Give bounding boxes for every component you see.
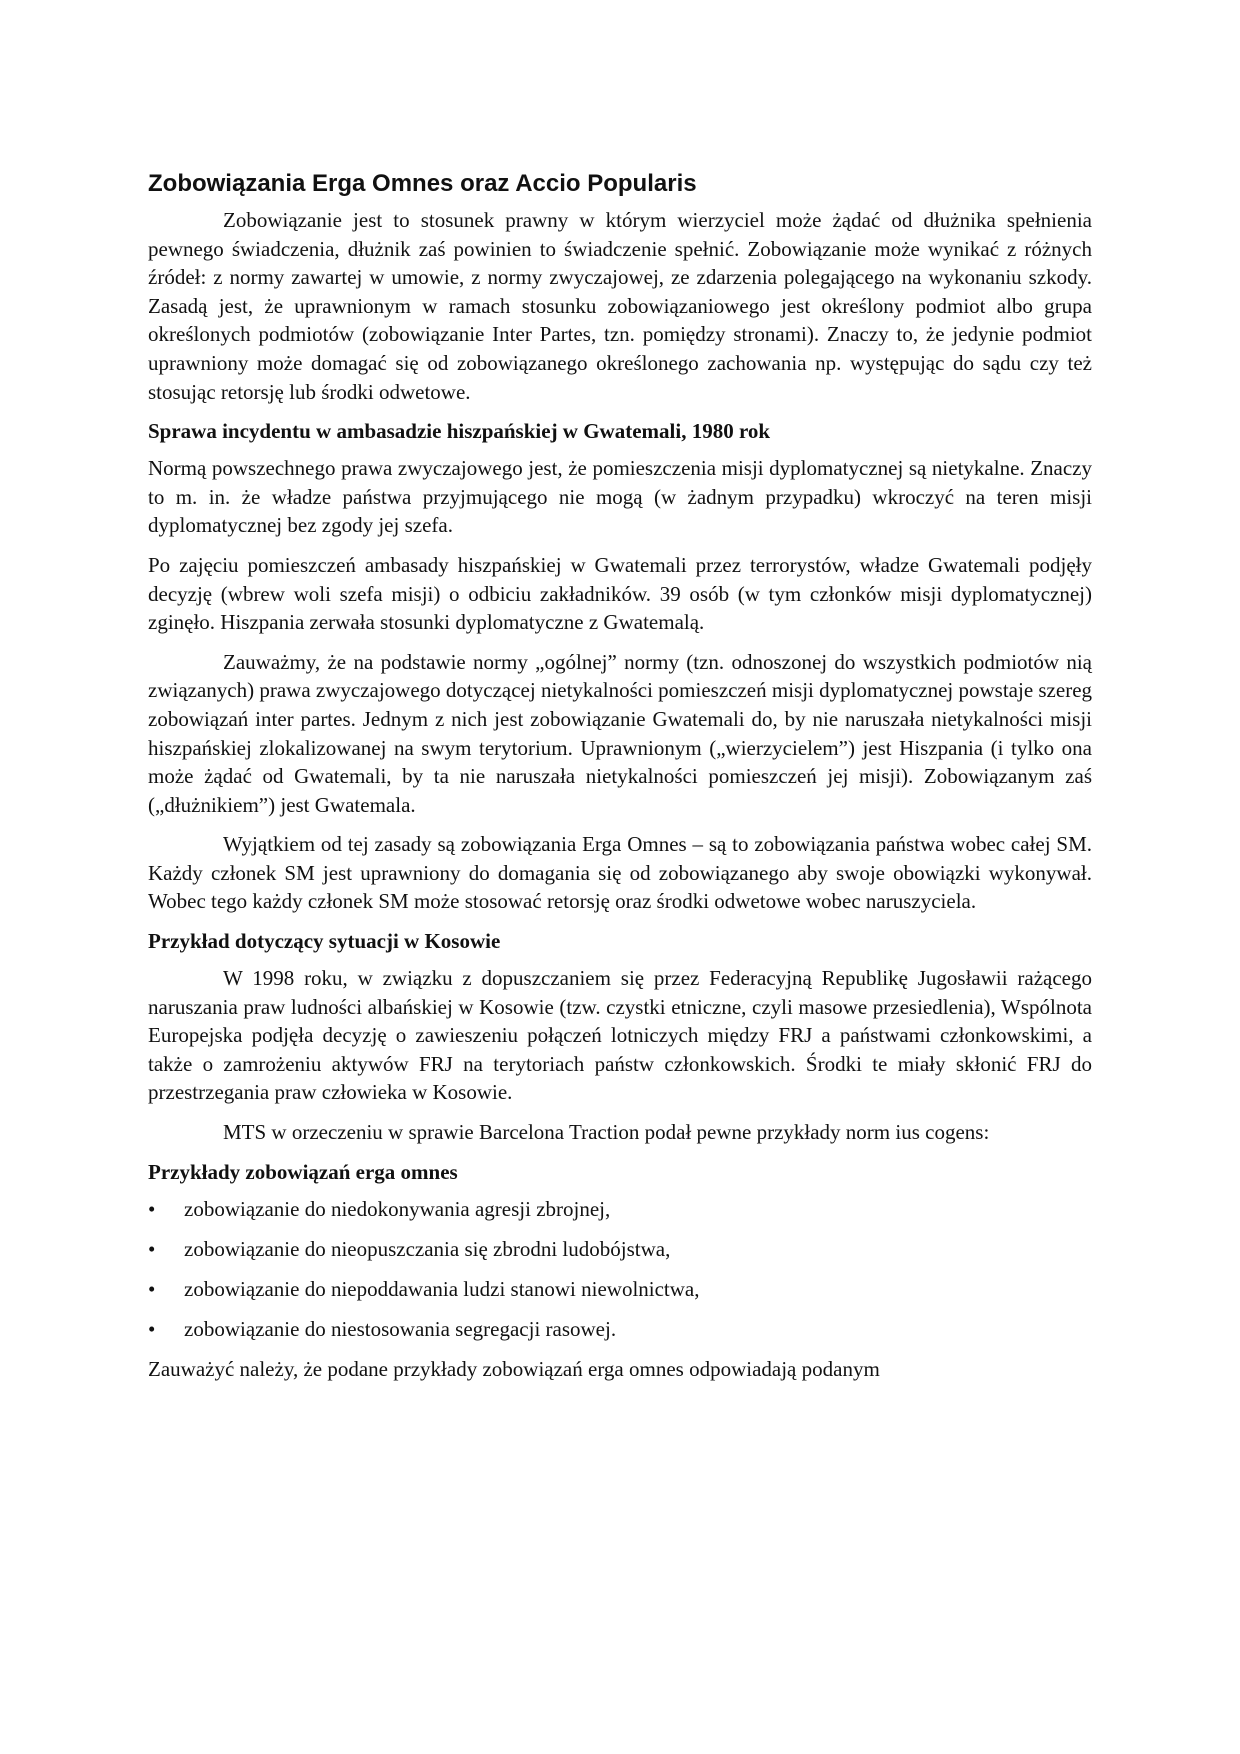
paragraph-erga-omnes: Wyjątkiem od tej zasady są zobowiązania Erga Omnes – są to zobowiązania państwa wobec całej SM. Każdy członek SM jest uprawniony do domagania się od zobowiązanego aby swoje obowiązki wykonywał. Wobec tego każdy członek SM może stosować retorsję oraz środki odwetowe wobec naruszyciela. <box>148 832 1092 914</box>
list-item-text: zobowiązanie do nieopuszczania się zbrodni ludobójstwa, <box>184 1236 671 1261</box>
heading-kosovo-example: Przykład dotyczący sytuacji w Kosowie <box>148 929 501 954</box>
list-item-text: zobowiązanie do niedokonywania agresji zbrojnej, <box>184 1196 611 1221</box>
bullet-icon: • <box>148 1196 156 1221</box>
list-item <box>148 1235 1092 1263</box>
paragraph-barcelona-traction: MTS w orzeczeniu w sprawie Barcelona Traction podał pewne przykłady norm ius cogens: <box>223 1120 990 1145</box>
list-item <box>148 1195 1092 1223</box>
document-page <box>148 168 1092 1383</box>
bullet-icon: • <box>148 1276 156 1301</box>
heading-erga-omnes-examples: Przykłady zobowiązań erga omnes <box>148 1159 458 1184</box>
paragraph-inter-partes: Zauważmy, że na podstawie normy „ogólnej” normy (tzn. odnoszonej do wszystkich podmiotów nią związanych) prawa zwyczajowego dotyczącej nietykalności pomieszczeń misji dyplomatycznej powstaje szereg zobowiązań inter partes. Jednym z nich jest zobowiązanie Gwatemali do, by nie naruszała nietykalności misji hiszpańskiej zlokalizowanej na swym terytorium. Uprawnionym („wierzycielem”) jest Hiszpania (i tylko ona może żądać od Gwatemali, by ta nie naruszała nietykalności pomieszczeń jej misji). Zobowiązanym zaś („dłużnikiem”) jest Gwatemala. <box>148 649 1093 817</box>
list-item-text: zobowiązanie do niepoddawania ludzi stanowi niewolnictwa, <box>184 1276 700 1301</box>
paragraph-closing: Zauważyć należy, że podane przykłady zobowiązań erga omnes odpowiadają podanym <box>148 1356 880 1381</box>
heading-guatemala-case: Sprawa incydentu w ambasadzie hiszpańskiej w Gwatemali, 1980 rok <box>148 419 771 444</box>
document-title: Zobowiązania Erga Omnes oraz Accio Popularis <box>148 170 697 197</box>
erga-omnes-list <box>148 1195 1092 1343</box>
paragraph-norm: Normą powszechnego prawa zwyczajowego jest, że pomieszczenia misji dyplomatycznej są nietykalne. Znaczy to m. in. że władze państwa przyjmującego nie mogą (w żadnym przypadku) wkroczyć na teren misji dyplomatycznej bez zgody jej szefa. <box>148 456 1092 538</box>
paragraph-embassy-events: Po zajęciu pomieszczeń ambasady hiszpańskiej w Gwatemali przez terrorystów, władze Gwatemali podjęły decyzję (wbrew woli szefa misji) o odbiciu zakładników. 39 osób (w tym członków misji dyplomatycznej) zginęło. Hiszpania zerwała stosunki dyplomatyczne z Gwatemalą. <box>148 552 1092 635</box>
bullet-icon: • <box>148 1236 156 1261</box>
paragraph-intro: Zobowiązanie jest to stosunek prawny w którym wierzyciel może żądać od dłużnika spełnienia pewnego świadczenia, dłużnik zaś powinien to świadczenie spełnić. Zobowiązanie może wynikać z różnych źródeł: z normy zawartej w umowie, z normy zwyczajowej, ze zdarzenia polegającego na wykonaniu szkody. Zasadą jest, że uprawnionym w ramach stosunku zobowiązaniowego jest określony podmiot albo grupa określonych podmiotów (zobowiązanie Inter Partes, tzn. pomiędzy stronami). Znaczy to, że jedynie podmiot uprawniony może domagać się od zobowiązanego określonego zachowania np. występując do sądu czy też stosując retorsję lub środki odwetowe. <box>148 208 1092 404</box>
list-item <box>148 1315 1092 1343</box>
list-item-text: zobowiązanie do niestosowania segregacji rasowej. <box>184 1316 617 1341</box>
list-item <box>148 1275 1092 1303</box>
paragraph-kosovo: W 1998 roku, w związku z dopuszczaniem się przez Federacyjną Republikę Jugosławii rażącego naruszania praw ludności albańskiej w Kosowie (tzw. czystki etniczne, czyli masowe przesiedlenia), Wspólnota Europejska podjęła decyzję o zawieszeniu połączeń lotniczych między FRJ a państwami członkowskimi, a także o zamrożeniu aktywów FRJ na terytoriach państw członkowskich. Środki te miały skłonić FRJ do przestrzegania praw człowieka w Kosowie. <box>148 966 1092 1105</box>
bullet-icon: • <box>148 1316 156 1341</box>
